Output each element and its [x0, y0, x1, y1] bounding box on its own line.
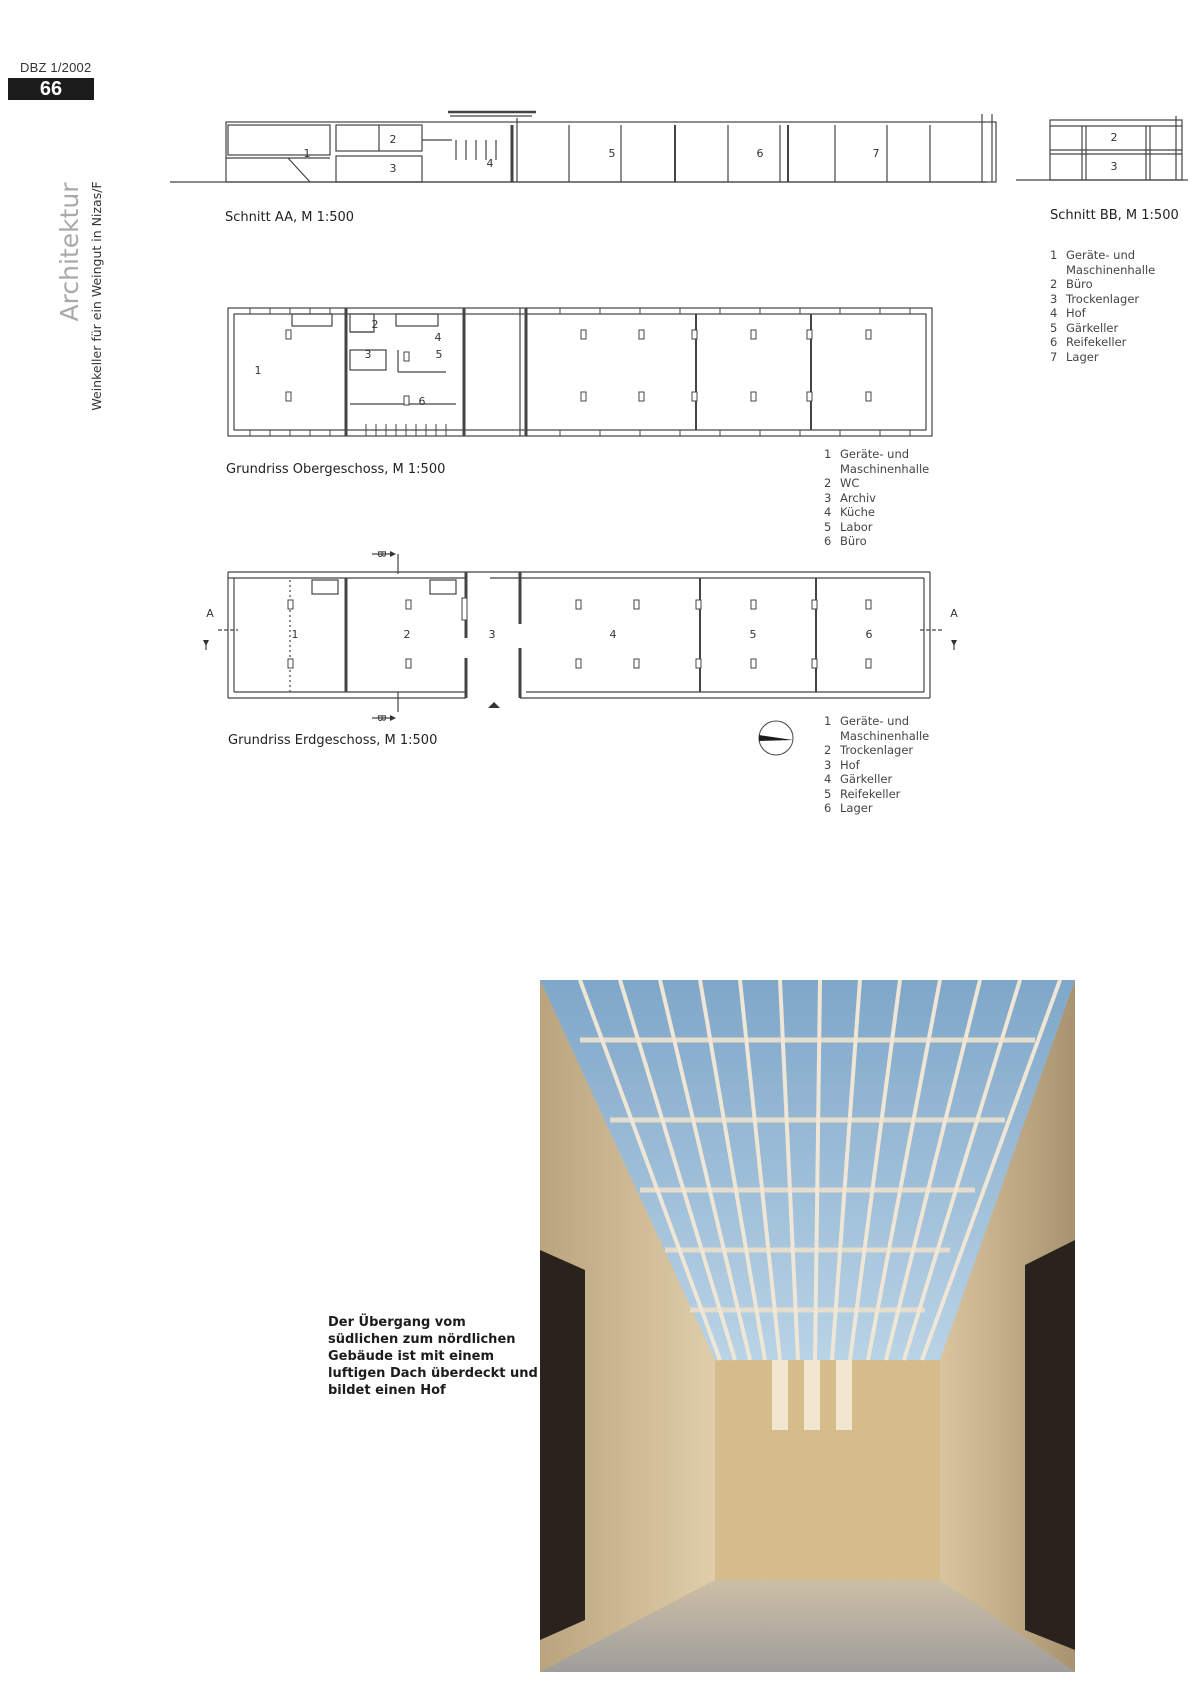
section-aa-title: Schnitt AA, M 1:500 [225, 210, 355, 225]
og-label-2: 2 [371, 318, 379, 331]
legend-item-cont: Maschinenhalle [840, 728, 930, 743]
bb-label-2: 2 [1110, 131, 1118, 144]
legend-item: 1 Geräte- und [1050, 248, 1136, 262]
upper-floor-legend [824, 447, 929, 549]
og-label-5: 5 [435, 348, 443, 361]
ground-floor-plan [190, 540, 970, 730]
magazine-issue: DBZ 1/2002 [20, 60, 92, 75]
eg-label-1: 1 [291, 628, 299, 641]
aa-label-1: 1 [303, 147, 311, 160]
legend-item: 4 Küche [824, 505, 875, 519]
aa-label-3: 3 [389, 162, 397, 175]
legend-item: 2 Trockenlager [824, 743, 914, 757]
og-label-6: 6 [418, 395, 426, 408]
legend-item: 6 Reifekeller [1050, 335, 1127, 349]
page-number: 66 [8, 78, 94, 100]
section-aa-drawing [160, 100, 1000, 190]
legend-item-cont: Maschinenhalle [840, 461, 930, 476]
legend-item: 5 Labor [824, 519, 873, 534]
legend-item: 1 Geräte- und [824, 714, 910, 728]
eg-label-4: 4 [609, 628, 617, 641]
aa-label-7: 7 [872, 147, 880, 160]
legend-item: 1 Geräte- und [824, 447, 910, 461]
legend-item: 4 Gärkeller [824, 772, 893, 786]
eg-label-2: 2 [403, 628, 411, 641]
b-marker-top: B [375, 550, 388, 558]
legend-item: 5 Reifekeller [824, 786, 901, 801]
legend-item: 3 Archiv [824, 490, 876, 505]
aa-label-2: 2 [389, 133, 397, 146]
legend-item-cont: Maschinenhalle [1066, 262, 1156, 277]
legend-item: 7 Lager [1050, 349, 1099, 364]
a-marker-right: A [950, 607, 958, 620]
bb-label-3: 3 [1110, 160, 1118, 173]
og-label-3: 3 [364, 348, 372, 361]
ground-floor-title: Grundriss Erdgeschoss, M 1:500 [228, 733, 438, 748]
aa-label-6: 6 [756, 147, 764, 160]
legend-item: 2 WC [824, 476, 860, 490]
b-marker-bottom: B [375, 714, 388, 722]
og-label-4: 4 [434, 331, 442, 344]
eg-label-6: 6 [865, 628, 873, 641]
section-name: Architektur [55, 182, 84, 322]
courtyard-photo [540, 980, 1075, 1672]
og-label-1: 1 [254, 364, 262, 377]
eg-label-3: 3 [488, 628, 496, 641]
photo-caption: Der Übergang vom südlichen zum nördlichen Gebäude ist mit einem luftigen Dach überdeckt und bildet einen Hof [328, 1315, 538, 1398]
upper-floor-plan [220, 300, 940, 440]
a-marker-left: A [206, 607, 214, 620]
upper-floor-title: Grundriss Obergeschoss, M 1:500 [226, 462, 446, 477]
legend-item: 6 Büro [824, 534, 867, 548]
legend-item: 4 Hof [1050, 306, 1086, 320]
section-bb-drawing [1010, 108, 1190, 186]
legend-item: 5 Gärkeller [1050, 320, 1119, 335]
section-bb-title: Schnitt BB, M 1:500 [1050, 208, 1179, 223]
ground-floor-legend [824, 714, 929, 816]
legend-item: 6 Lager [824, 801, 873, 815]
section-bb-legend [1050, 248, 1155, 364]
legend-item: 2 Büro [1050, 277, 1093, 291]
north-arrow-icon [756, 718, 796, 758]
sidebar-vertical-title [20, 130, 104, 430]
aa-label-4: 4 [486, 157, 494, 170]
legend-item: 3 Hof [824, 757, 860, 772]
article-subtitle: Weinkeller für ein Weingut in Nizas/F [89, 181, 104, 411]
aa-label-5: 5 [608, 147, 616, 160]
eg-label-5: 5 [749, 628, 757, 641]
legend-item: 3 Trockenlager [1050, 291, 1140, 306]
